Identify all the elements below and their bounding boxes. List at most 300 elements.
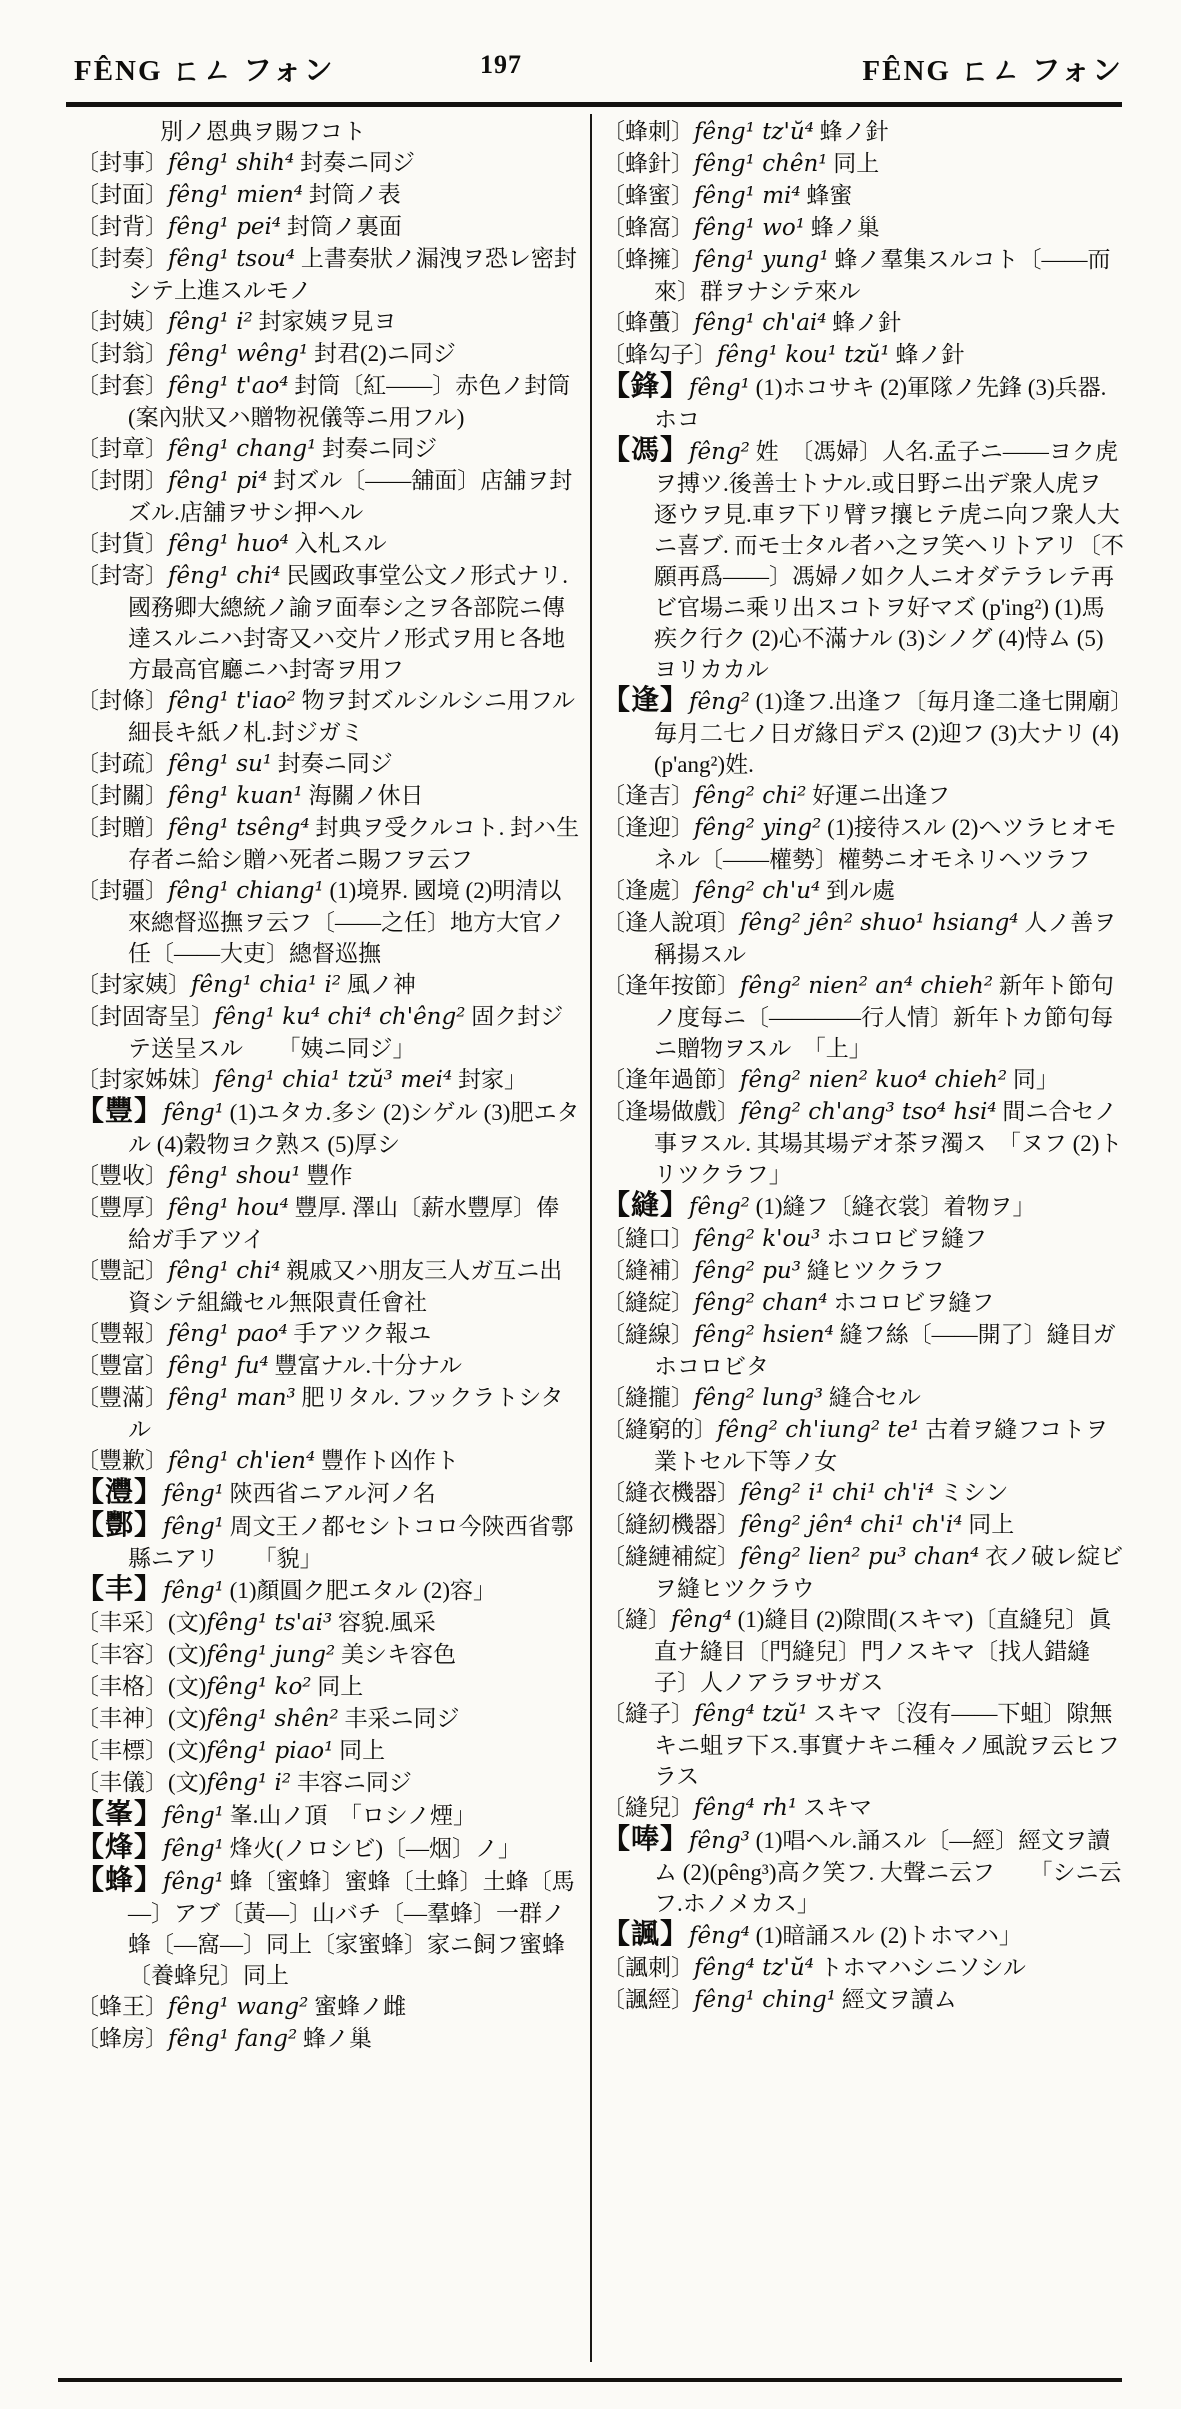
dict-entry (602, 1952, 1124, 1984)
dict-entry (76, 433, 581, 465)
page-header (68, 48, 1125, 94)
dict-entry (602, 1255, 1124, 1287)
entry-romanization: fêng¹ i² (168, 309, 253, 335)
entry-headword: 〔豐厚〕 (76, 1195, 168, 1220)
entry-romanization: fêng¹ i² (206, 1770, 292, 1796)
entry-headword: 〔縫子〕 (602, 1701, 694, 1726)
entry-headword: 【酆】 (76, 1510, 164, 1541)
dict-entry (76, 780, 581, 812)
entry-headword: 〔蜂針〕 (602, 151, 694, 176)
entry-definition: 封筒〔紅——〕赤色ノ封筒(案內狀又ハ贈物祝儀等ニ用フル) (128, 373, 571, 430)
entry-definition: 封典ヲ受クルコト. 封ハ生存者ニ給シ贈ハ死者ニ賜フヲ云フ (128, 815, 580, 872)
entry-headword: 〔縫〕 (602, 1607, 671, 1632)
dict-entry (76, 1160, 581, 1192)
header-left-guideword: FÊNG ㄈㄥ フォン (74, 55, 335, 87)
entry-headword: 〔縫衣機器〕 (602, 1480, 740, 1505)
entry-romanization: fêng² chi² (694, 783, 807, 809)
entry-definition: 縫ヒツクラフ (806, 1258, 945, 1283)
entry-headword: 〔逢年按節〕 (602, 973, 740, 998)
entry-definition: 同上 (317, 1674, 364, 1699)
entry-definition: 同上 (339, 1738, 386, 1763)
entry-headword: 【鋒】 (602, 371, 690, 402)
entry-definition: (1)境界. 國境 (2)明清以來總督巡撫ヲ云フ〔——之任〕地方大官ノ任〔——大吏〕總督巡撫 (128, 878, 565, 966)
entry-headword: 〔縫兒〕 (602, 1795, 694, 1820)
dict-entry (76, 2023, 581, 2055)
entry-headword: 〔豐滿〕 (76, 1385, 168, 1410)
dict-entry (602, 244, 1124, 307)
entry-definition: 古着ヲ縫フコトヲ業トセル下等ノ女 (654, 1417, 1109, 1474)
entry-headword: 〔封翁〕 (76, 341, 168, 366)
entry-romanization: fêng¹ (163, 1578, 224, 1604)
entry-romanization: fêng¹ ching¹ (694, 1987, 836, 2013)
entry-definition: 蜜蜂ノ雌 (314, 1994, 407, 2019)
dict-entry (76, 1192, 581, 1255)
header-rule (66, 102, 1122, 107)
entry-headword: 〔蜂刺〕 (602, 119, 694, 144)
entry-romanization: fêng¹ wêng¹ (168, 341, 309, 367)
entry-definition: 人ノ善ヲ稱揚スル (654, 910, 1117, 967)
entry-headword: 〔封固寄呈〕 (76, 1004, 214, 1029)
entry-romanization: fêng¹ (163, 1481, 224, 1507)
entry-headword: 〔封背〕 (76, 214, 168, 239)
entry-romanization: fêng¹ (163, 1869, 224, 1895)
entry-romanization: fêng⁴ (689, 1923, 750, 1949)
entry-headword: 〔縫縺補綻〕 (602, 1544, 740, 1569)
dict-entry (76, 875, 581, 969)
entry-definition: 同上 (968, 1512, 1015, 1537)
entry-definition: 蜂ノ巢 (810, 215, 880, 240)
dict-entry (76, 1607, 581, 1639)
entry-romanization: fêng¹ mien⁴ (168, 182, 304, 208)
entry-headword: 〔丰采〕 (76, 1610, 168, 1635)
dict-entry (602, 1382, 1124, 1414)
entry-romanization: fêng¹ huo⁴ (168, 531, 289, 557)
entry-definition: 豐作ト凶作ト (320, 1448, 459, 1473)
entry-romanization: fêng¹ (163, 1514, 224, 1540)
entry-romanization: fêng¹ mi⁴ (694, 183, 801, 209)
entry-headword: 〔縫窮的〕 (602, 1417, 717, 1442)
entry-romanization: fêng¹ piao¹ (206, 1738, 334, 1764)
entry-headword: 〔縫口〕 (602, 1226, 694, 1251)
entry-headword: 〔封奏〕 (76, 246, 168, 271)
entry-romanization: fêng¹ (163, 1100, 224, 1126)
dict-entry (76, 1703, 581, 1735)
entry-headword: 〔封閉〕 (76, 468, 168, 493)
entry-headword: 【峯】 (76, 1799, 164, 1830)
entry-romanization: fêng¹ chên¹ (694, 151, 828, 177)
entry-definition: 蜂ノ針 (819, 119, 889, 144)
entry-definition: 蜂ノ羣集スルコト〔——而來〕群ヲナシテ來ル (654, 247, 1111, 304)
entry-headword: 〔蜂蠆〕 (602, 310, 694, 335)
entry-romanization: fêng¹ yung¹ (694, 247, 829, 273)
entry-definition: 風ノ神 (346, 972, 416, 997)
entry-definition: 海關ノ休日 (308, 783, 424, 808)
entry-headword: 〔逢吉〕 (602, 783, 694, 808)
dict-entry (76, 370, 581, 433)
dict-entry (76, 465, 581, 528)
entry-headword: 〔蜂房〕 (76, 2026, 168, 2051)
dict-entry (76, 1064, 581, 1096)
entry-headword: 〔丰格〕 (76, 1674, 168, 1699)
entry-romanization: fêng¹ fang² (168, 2026, 298, 2052)
entry-headword: 〔封章〕 (76, 436, 168, 461)
entry-headword: 〔蜂蜜〕 (602, 183, 694, 208)
entry-headword: 〔縫補〕 (602, 1258, 694, 1283)
entry-definition: 固ク封ジテ送呈スル 「姨ニ同ジ」 (128, 1004, 564, 1061)
entry-definition: 陝西省ニアル河ノ名 (229, 1481, 436, 1506)
entry-definition: 上書奏狀ノ漏洩ヲ恐レ密封シテ上進スルモノ (128, 246, 577, 303)
entry-headword: 【烽】 (76, 1832, 164, 1863)
entry-romanization: fêng¹ t'ao⁴ (168, 373, 289, 399)
dict-entry (76, 1096, 581, 1160)
entry-definition: 民國政事堂公文ノ形式ナリ. 國務卿大總統ノ諭ヲ面奉シ之ヲ各部院ニ傳達スルニハ封寄又ハ交片ノ形式ヲ用ヒ各地方最高官廳ニハ封寄ヲ用フ (128, 563, 568, 682)
entry-definition: 丰容ニ同ジ (296, 1770, 412, 1795)
dict-entry (76, 1832, 581, 1865)
dict-entry (76, 338, 581, 370)
entry-definition: 蜂〔蜜蜂〕蜜蜂〔土蜂〕土蜂〔馬—〕アブ〔黃—〕山バチ〔—羣蜂〕一群ノ蜂〔—窩—〕同上〔家蜜蜂〕家ニ飼フ蜜蜂〔養蜂兒〕同上 (128, 1869, 575, 1988)
entry-romanization: fêng¹ tsêng⁴ (168, 815, 310, 841)
entry-headword: 〔逢迎〕 (602, 815, 694, 840)
dict-entry (602, 1064, 1124, 1096)
entry-definition: 好運ニ出逢フ (812, 783, 951, 808)
entry-headword: 〔縫攏〕 (602, 1385, 694, 1410)
entry-romanization: fêng¹ hou⁴ (168, 1195, 289, 1221)
entry-romanization: fêng¹ tz'ŭ⁴ (694, 119, 814, 145)
entry-headword: 〔封寄〕 (76, 563, 168, 588)
dict-entry (602, 1792, 1124, 1824)
dict-entry (76, 1445, 581, 1477)
entry-romanization: fêng¹ shên² (206, 1706, 339, 1732)
entry-headword: 〔豐歉〕 (76, 1448, 168, 1473)
entry-romanization: fêng¹ (163, 1836, 224, 1862)
entry-romanization: fêng¹ (163, 1803, 224, 1829)
dict-entry (602, 435, 1124, 685)
entry-headword: 【唪】 (602, 1824, 690, 1855)
dict-entry (602, 970, 1124, 1064)
entry-usage-tag: (文) (168, 1706, 207, 1731)
entry-definition: ホコロビヲ縫フ (833, 1290, 995, 1315)
entry-romanization: fêng² lung³ (694, 1385, 824, 1411)
entry-definition: 經文ヲ讀ム (841, 1987, 957, 2012)
dict-entry (602, 1319, 1124, 1382)
entry-definition: 峯.山ノ頂 「ロシノ煙」 (229, 1803, 476, 1828)
entry-romanization: fêng¹ ch'ien⁴ (168, 1448, 316, 1474)
entry-definition: (1)顏圓ク肥エタル (2)容」 (229, 1578, 497, 1603)
entry-definition: 物ヲ封ズルシルシニ用フル細長キ紙ノ札.封ジガミ (128, 688, 576, 745)
dict-entry (76, 1477, 581, 1510)
entry-definition: (1)ユタカ.多シ (2)シゲル (3)肥エタル (4)穀物ヨク熟ス (5)厚シ (128, 1100, 580, 1157)
entry-definition: (1)縫目 (2)隙間(スキマ)〔直縫兒〕眞直ナ縫目〔門縫兒〕門ノスキマ〔找人錯縫子〕人ノアラヲサガス (654, 1607, 1112, 1695)
entry-romanization: fêng¹ chiang¹ (168, 878, 324, 904)
entry-definition: 間ニ合セノ事ヲスル. 其場其場デオ茶ヲ濁ス 「ヌフ (2)トリツクラフ」 (654, 1099, 1123, 1187)
entry-headword: 【丰】 (76, 1574, 164, 1605)
entry-headword: 〔封贈〕 (76, 815, 168, 840)
dict-entry (602, 1698, 1124, 1792)
entry-definition: トホマハシニソシル (819, 1955, 1026, 1980)
entry-headword: 【逢】 (602, 685, 690, 716)
dict-entry (76, 969, 581, 1001)
entry-definition: 封家」 (457, 1067, 527, 1092)
entry-romanization: fêng² jên⁴ chi¹ ch'i⁴ (740, 1512, 963, 1538)
entry-headword: 〔丰標〕 (76, 1738, 168, 1763)
dict-entry (602, 371, 1124, 435)
entry-romanization: fêng⁴ tz'ŭ⁴ (694, 1955, 814, 1981)
dict-entry (602, 1604, 1124, 1698)
entry-romanization: fêng¹ pi⁴ (168, 468, 268, 494)
dict-entry (76, 1671, 581, 1703)
entry-headword: 〔豐富〕 (76, 1353, 168, 1378)
entry-romanization: fêng¹ ts'ai³ (206, 1610, 333, 1636)
entry-headword: 〔封家姨〕 (76, 972, 191, 997)
entry-romanization: fêng⁴ (671, 1607, 732, 1633)
entry-romanization: fêng¹ (689, 375, 750, 401)
dict-entry (76, 147, 581, 179)
entry-romanization: fêng¹ kuan¹ (168, 783, 303, 809)
entry-romanization: fêng¹ chang¹ (168, 436, 317, 462)
entry-headword: 〔丰神〕 (76, 1706, 168, 1731)
dict-entry (76, 685, 581, 748)
dict-entry (602, 1287, 1124, 1319)
entry-definition: 親戚又ハ朋友三人ガ互ニ出資シテ組織セル無限責任會社 (128, 1258, 563, 1315)
entry-romanization: fêng² hsien⁴ (694, 1322, 834, 1348)
entry-romanization: fêng² (689, 439, 750, 465)
dict-entry (602, 116, 1124, 148)
entry-romanization: fêng² nien² an⁴ chieh² (740, 973, 994, 999)
dict-entry (76, 1255, 581, 1318)
entry-definition: 入札スル (294, 531, 387, 556)
entry-definition: 衣ノ破レ綻ビヲ縫ヒツクラウ (654, 1544, 1124, 1601)
dict-entry (602, 907, 1124, 970)
entry-romanization: fêng² chan⁴ (694, 1290, 828, 1316)
entry-definition: 同上 (833, 151, 880, 176)
dict-entry (602, 1919, 1124, 1952)
entry-romanization: fêng² ying² (694, 815, 822, 841)
entry-romanization: fêng² pu³ (694, 1258, 801, 1284)
dict-entry (602, 685, 1124, 780)
dict-entry (76, 1639, 581, 1671)
entry-usage-tag: (文) (168, 1674, 207, 1699)
entry-romanization: fêng² jên² shuo¹ hsiang⁴ (740, 910, 1019, 936)
dict-entry (76, 1767, 581, 1799)
dict-entry (76, 1382, 581, 1445)
dict-entry (76, 560, 581, 685)
bottom-rule (58, 2378, 1122, 2382)
column-divider (590, 114, 592, 2362)
entry-headword: 〔蜂擁〕 (602, 247, 694, 272)
entry-romanization: fêng¹ chi⁴ (168, 1258, 281, 1284)
entry-romanization: fêng¹ fu⁴ (168, 1353, 269, 1379)
entry-definition: (1)ホコサキ (2)軍隊ノ先鋒 (3)兵器. ホコ (654, 375, 1107, 432)
entry-headword: 〔諷經〕 (602, 1987, 694, 2012)
entry-romanization: fêng¹ t'iao² (168, 688, 296, 714)
header-right-guideword: FÊNG ㄈㄥ フォン (862, 55, 1123, 87)
dict-entry (602, 1096, 1124, 1190)
entry-definition: スキマ (802, 1795, 872, 1820)
entry-romanization: fêng² (689, 689, 750, 715)
dict-entry (76, 528, 581, 560)
entry-headword: 〔蜂勾子〕 (602, 342, 717, 367)
entry-definition: (1)唱ヘル.誦スル〔—經〕經文ヲ讀ム (2)(pêng³)高ク笑フ. 大聲ニ云フ 「シニ云フ.ホノメカス」 (654, 1828, 1122, 1916)
dict-entry (76, 306, 581, 338)
page-number: 197 (480, 50, 522, 79)
entry-romanization: fêng² i¹ chi¹ ch'i⁴ (740, 1480, 935, 1506)
entry-romanization: fêng² k'ou³ (694, 1226, 821, 1252)
entry-romanization: fêng⁴ tzŭ¹ (694, 1701, 808, 1727)
entry-headword: 〔丰儀〕 (76, 1770, 168, 1795)
dict-entry (76, 1799, 581, 1832)
entry-definition: (1)縫フ〔縫衣裳〕着物ヲ」 (755, 1194, 1036, 1219)
entry-romanization: fêng¹ ku⁴ chi⁴ ch'êng² (214, 1004, 466, 1030)
dict-entry (602, 148, 1124, 180)
entry-definition: 到ル處 (826, 878, 895, 903)
dict-entry (76, 179, 581, 211)
dict-entry (602, 180, 1124, 212)
entry-headword: 〔封姨〕 (76, 309, 168, 334)
entry-headword: 〔丰容〕 (76, 1642, 168, 1667)
dict-entry (602, 1477, 1124, 1509)
entry-definition: 別ノ恩典ヲ賜フコト (160, 119, 366, 144)
entry-romanization: fêng¹ pao⁴ (168, 1321, 288, 1347)
dict-entry (602, 1509, 1124, 1541)
entry-romanization: fêng² ch'u⁴ (694, 878, 821, 904)
entry-headword: 〔豐記〕 (76, 1258, 168, 1283)
right-column (602, 116, 1124, 2362)
entry-headword: 〔豐報〕 (76, 1321, 168, 1346)
dict-entry (76, 1350, 581, 1382)
dict-entry (602, 875, 1124, 907)
entry-definition: 蜂蜜 (806, 183, 853, 208)
entry-definition: ホコロビヲ縫フ (826, 1226, 988, 1251)
entry-definition: 豐作 (306, 1163, 353, 1188)
entry-definition: (1)暗誦スル (2)トホマハ」 (755, 1923, 1022, 1948)
entry-headword: 〔封事〕 (76, 150, 168, 175)
entry-usage-tag: (文) (168, 1738, 207, 1763)
dict-entry (602, 780, 1124, 812)
entry-headword: 【縫】 (602, 1190, 690, 1221)
entry-romanization: fêng¹ wang² (168, 1994, 309, 2020)
dict-entry (76, 1735, 581, 1767)
entry-definition: ミシン (940, 1480, 1009, 1505)
left-column (76, 116, 581, 2362)
entry-usage-tag: (文) (168, 1770, 207, 1795)
dict-entry (76, 1991, 581, 2023)
entry-romanization: fêng¹ ch'ai⁴ (694, 310, 827, 336)
entry-headword: 【蜂】 (76, 1865, 164, 1896)
entry-definition: 手アツク報ユ (293, 1321, 432, 1346)
entry-romanization: fêng² (689, 1194, 750, 1220)
entry-definition: (1)逢フ.出逢フ〔毎月逢二逢七開廟〕毎月二七ノ日ガ緣日デス (2)迎フ (3)大ナリ (4)(p'ang²)姓. (654, 689, 1122, 777)
dict-entry (602, 812, 1124, 875)
entry-headword: 〔縫紉機器〕 (602, 1512, 740, 1537)
entry-definition: スキマ〔沒有——下蛆〕隙無キニ蛆ヲ下ス.事實ナキニ種々ノ風說ヲ云ヒフラス (654, 1701, 1120, 1789)
dict-entry (602, 307, 1124, 339)
entry-headword: 〔縫線〕 (602, 1322, 694, 1347)
dict-entry (602, 1190, 1124, 1223)
entry-romanization: fêng¹ shih⁴ (168, 150, 295, 176)
entry-romanization: fêng¹ chi⁴ (168, 563, 281, 589)
dict-entry (602, 339, 1124, 371)
entry-definition: 肥リタル. フックラトシタル (128, 1385, 564, 1442)
entry-definition: 豐富ナル.十分ナル (274, 1353, 462, 1378)
entry-definition: 縫フ絲〔——開了〕縫目ガホコロビタ (654, 1322, 1116, 1379)
entry-definition: 蜂ノ針 (895, 342, 965, 367)
dict-entry (76, 243, 581, 306)
entry-headword: 〔封套〕 (76, 373, 168, 398)
entry-headword: 〔縫綻〕 (602, 1290, 694, 1315)
entry-romanization: fêng¹ su¹ (168, 751, 273, 777)
entry-romanization: fêng¹ kou¹ tzŭ¹ (717, 342, 890, 368)
entry-romanization: fêng¹ tsou⁴ (168, 246, 296, 272)
dict-entry (76, 812, 581, 875)
entry-romanization: fêng¹ man³ (168, 1385, 296, 1411)
entry-definition: 封奏ニ同ジ (299, 150, 415, 175)
entry-definition: 同」 (1012, 1067, 1059, 1092)
entry-romanization: fêng¹ jung² (206, 1642, 336, 1668)
entry-headword: 【馮】 (602, 435, 690, 466)
entry-romanization: fêng¹ chia¹ tzŭ³ mei⁴ (214, 1067, 453, 1093)
entry-romanization: fêng² ch'iung² te¹ (717, 1417, 920, 1443)
entry-headword: 〔封面〕 (76, 182, 168, 207)
entry-headword: 【諷】 (602, 1919, 690, 1950)
dict-entry (602, 1824, 1124, 1919)
entry-definition: 封君(2)ニ同ジ (314, 341, 456, 366)
entry-romanization: fêng¹ chia¹ i² (191, 972, 342, 998)
entry-definition: 封筒ノ表 (308, 182, 401, 207)
entry-romanization: fêng³ (689, 1828, 750, 1854)
entry-headword: 〔逢場做戲〕 (602, 1099, 740, 1124)
entry-definition: 容貌.風采 (337, 1610, 436, 1635)
entry-headword: 〔封疏〕 (76, 751, 168, 776)
entry-headword: 〔豐收〕 (76, 1163, 168, 1188)
entry-romanization: fêng¹ wo¹ (694, 215, 805, 241)
entry-definition: 封ズル〔——舖面〕店舖ヲ封ズル.店舖ヲサシ押ヘル (128, 468, 573, 525)
entry-definition: (1)接待スル (2)ヘツラヒオモネル〔——權勢〕權勢ニオモネリヘツラフ (654, 815, 1117, 872)
dict-entry (76, 211, 581, 243)
dict-entry (602, 212, 1124, 244)
entry-romanization: fêng¹ shou¹ (168, 1163, 301, 1189)
entry-definition: 姓 〔馮婦〕人名.孟子ニ——ヨク虎ヲ搏ツ.後善士トナル.或日野ニ出デ衆人虎ヲ逐ウヲ見.車ヲ下リ臂ヲ攘ヒテ虎ニ向フ衆人大ニ喜ブ. 而モ士タル者ハ之ヲ笑ヘリトアリ〔不願再爲——〕馮婦ノ如ク人ニオダテラレテ再ビ官場ニ乘リ出スコトヲ好マズ (p'ing²) (1)馬疾ク行ク (2)心不滿ナル (3)シノグ (4)恃ム (5)ヨリカカル (654, 439, 1124, 682)
dict-entry (76, 1001, 581, 1064)
entry-definition: 丰采ニ同ジ (344, 1706, 460, 1731)
entry-headword: 〔逢年過節〕 (602, 1067, 740, 1092)
entry-headword: 〔封關〕 (76, 783, 168, 808)
entry-headword: 〔封貨〕 (76, 531, 168, 556)
dict-entry (76, 1318, 581, 1350)
entry-definition: 美シキ容色 (340, 1642, 456, 1667)
entry-usage-tag: (文) (168, 1642, 207, 1667)
entry-romanization: fêng¹ pei⁴ (168, 214, 282, 240)
entry-definition: 縫合セル (828, 1385, 921, 1410)
entry-headword: 〔諷刺〕 (602, 1955, 694, 1980)
dict-entry (602, 1984, 1124, 2016)
entry-definition: 封奏ニ同ジ (322, 436, 438, 461)
entry-headword: 〔蜂窩〕 (602, 215, 694, 240)
continuation-line (76, 116, 581, 147)
entry-romanization: fêng² nien² kuo⁴ chieh² (740, 1067, 1008, 1093)
dict-entry (76, 1865, 581, 1991)
entry-definition: 封筒ノ裏面 (286, 214, 402, 239)
entry-definition: 蜂ノ巢 (302, 2026, 372, 2051)
entry-romanization: fêng² lien² pu³ chan⁴ (740, 1544, 980, 1570)
entry-headword: 〔封條〕 (76, 688, 168, 713)
entry-definition: 封家姨ヲ見ヨ (258, 309, 397, 334)
dict-entry (602, 1541, 1124, 1604)
entry-definition: 蜂ノ針 (832, 310, 902, 335)
entry-definition: 封奏ニ同ジ (277, 751, 393, 776)
entry-definition: 烽火(ノロシビ)〔—烟〕ノ」 (229, 1836, 521, 1861)
entry-definition: 新年ト節句ノ度每ニ〔————行人情〕新年トカ節句每ニ贈物ヲスル 「上」 (654, 973, 1114, 1061)
dict-entry (602, 1223, 1124, 1255)
